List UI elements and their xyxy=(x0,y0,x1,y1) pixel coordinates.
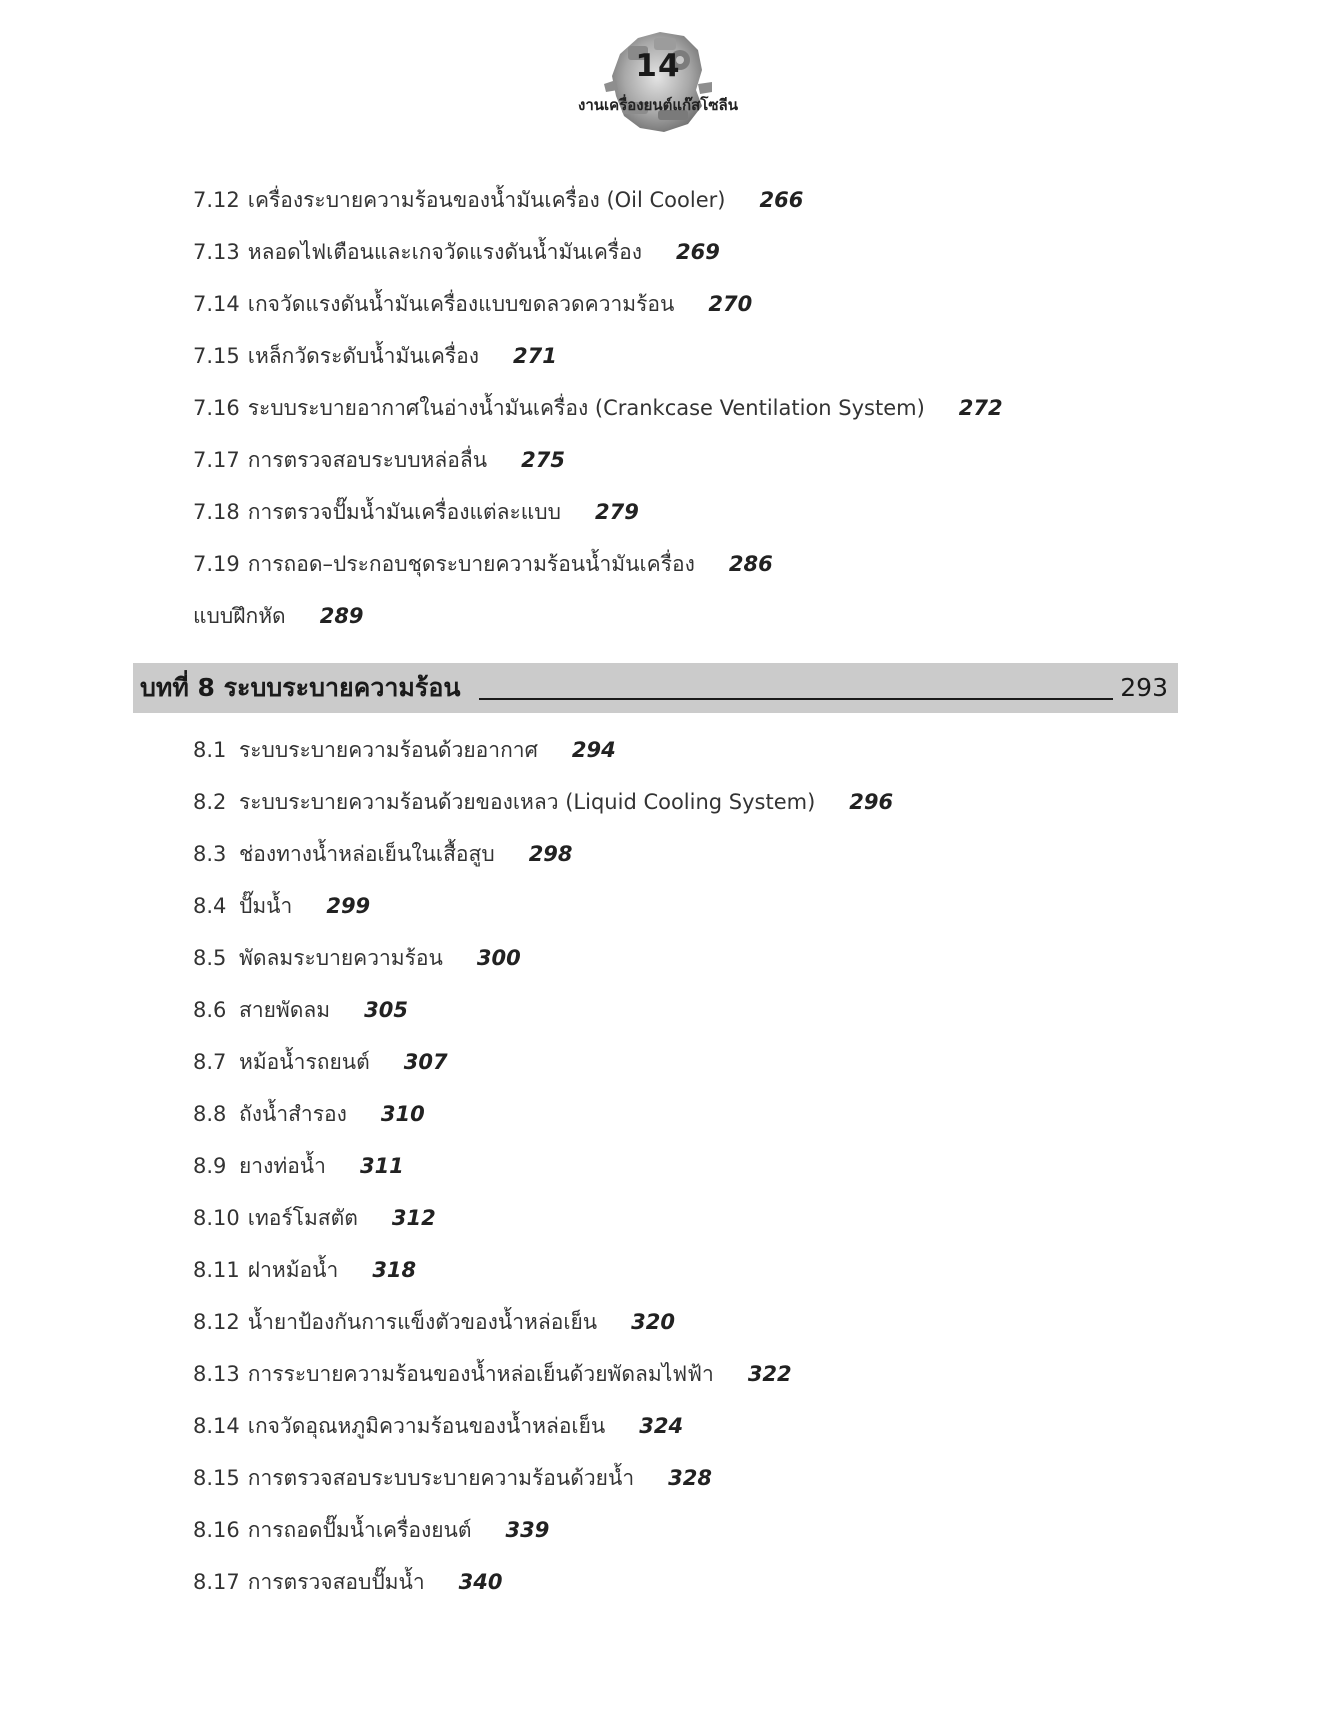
toc-entry-8-10[interactable] xyxy=(193,1192,792,1244)
entry-title: การระบายความร้อนของน้ำหล่อเย็นด้วยพัดลมไฟฟ้า xyxy=(247,1362,714,1386)
entry-number: 7.19 xyxy=(193,552,240,576)
entry-page: 339 xyxy=(505,1518,550,1542)
entry-number: 8.15 xyxy=(193,1466,240,1490)
entry-title: ฝาหม้อน้ำ xyxy=(247,1258,339,1282)
toc-entry-8-11[interactable] xyxy=(193,1244,792,1296)
entry-page: 328 xyxy=(668,1466,712,1490)
entry-number: 8.11 xyxy=(193,1258,240,1282)
page-number: 14 xyxy=(635,48,681,84)
entry-number: 8.10 xyxy=(193,1206,240,1230)
toc-entry-8-1[interactable] xyxy=(193,724,893,776)
entry-title: ถังน้ำสำรอง xyxy=(239,1102,347,1126)
toc-entry-8-14[interactable] xyxy=(193,1400,792,1452)
entry-page: 340 xyxy=(458,1570,503,1594)
toc-entry-8-4[interactable] xyxy=(193,880,893,932)
toc-entry-8-17[interactable] xyxy=(193,1556,792,1608)
entry-title: ช่องทางน้ำหล่อเย็นในเสื้อสูบ xyxy=(239,842,495,866)
entry-title: เหล็กวัดระดับน้ำมันเครื่อง xyxy=(247,344,480,368)
entry-title: หลอดไฟเตือนและเกจวัดแรงดันน้ำมันเครื่อง xyxy=(247,240,643,264)
entry-number: 8.16 xyxy=(193,1518,240,1542)
page-header xyxy=(0,18,1328,138)
entry-number: 8.8 xyxy=(193,1102,227,1126)
entry-title: พัดลมระบายความร้อน xyxy=(239,946,443,970)
entry-number: 7.12 xyxy=(193,188,240,212)
entry-page: 322 xyxy=(747,1362,792,1386)
entry-page: 307 xyxy=(403,1050,448,1074)
entry-number: 7.16 xyxy=(193,396,240,420)
entry-number: 8.2 xyxy=(193,790,227,814)
entry-number: 8.1 xyxy=(193,738,227,762)
entry-page: 296 xyxy=(849,790,894,814)
entry-page: 299 xyxy=(326,894,371,918)
toc-entry-8-8[interactable] xyxy=(193,1088,893,1140)
entry-title: การถอดปั๊มน้ำเครื่องยนต์ xyxy=(247,1518,472,1542)
entry-number: 7.15 xyxy=(193,344,240,368)
entry-page: 271 xyxy=(513,344,557,368)
chapter-title: บทที่ 8 ระบบระบายความร้อน xyxy=(140,673,461,702)
book-title: งานเครื่องยนต์แก๊สโซลีน xyxy=(578,96,738,114)
entry-number: 8.5 xyxy=(193,946,227,970)
entry-title: หม้อน้ำรถยนต์ xyxy=(239,1050,370,1074)
entry-number: 8.9 xyxy=(193,1154,227,1178)
entry-title: การตรวจสอบระบบระบายความร้อนด้วยน้ำ xyxy=(247,1466,635,1490)
entry-page: 266 xyxy=(759,188,804,212)
toc-entry-7-17[interactable] xyxy=(193,434,1003,486)
entry-page: 324 xyxy=(639,1414,684,1438)
entry-title: ระบบระบายความร้อนด้วยของเหลว (Liquid Cooling System) xyxy=(239,790,816,814)
toc-entry-7-13[interactable] xyxy=(193,226,1003,278)
entry-page: 289 xyxy=(319,604,364,628)
entry-page: 275 xyxy=(521,448,565,472)
entry-page: 320 xyxy=(631,1310,676,1334)
entry-title: เครื่องระบายความร้อนของน้ำมันเครื่อง (Oil Cooler) xyxy=(247,188,726,212)
entry-page: 279 xyxy=(594,500,639,524)
toc-entry-7-18[interactable] xyxy=(193,486,1003,538)
entry-title: สายพัดลม xyxy=(239,998,331,1022)
entry-title: เกจวัดแรงดันน้ำมันเครื่องแบบขดลวดความร้อน xyxy=(247,292,675,316)
toc-entry-8-15[interactable] xyxy=(193,1452,792,1504)
toc-entry-8-6[interactable] xyxy=(193,984,893,1036)
entry-number: 8.14 xyxy=(193,1414,240,1438)
entry-page: 286 xyxy=(728,552,773,576)
toc-entry-8-9[interactable] xyxy=(193,1140,893,1192)
toc-section-8b xyxy=(193,1192,792,1608)
toc-entry-7-19[interactable] xyxy=(193,538,1003,590)
entry-page: 305 xyxy=(364,998,408,1022)
toc-entry-7-14[interactable] xyxy=(193,278,1003,330)
entry-number: 8.4 xyxy=(193,894,227,918)
toc-entry-8-5[interactable] xyxy=(193,932,893,984)
entry-number: 7.13 xyxy=(193,240,240,264)
entry-page: 294 xyxy=(571,738,616,762)
entry-title: ยางท่อน้ำ xyxy=(239,1154,326,1178)
entry-page: 310 xyxy=(380,1102,425,1126)
entry-title: ปั๊มน้ำ xyxy=(239,894,293,918)
chapter-leader-line xyxy=(479,698,1113,700)
entry-title: แบบฝึกหัด xyxy=(193,604,286,628)
toc-entry-8-16[interactable] xyxy=(193,1504,792,1556)
toc-entry-8-12[interactable] xyxy=(193,1296,792,1348)
toc-entry-7-15[interactable] xyxy=(193,330,1003,382)
toc-entry-8-2[interactable] xyxy=(193,776,893,828)
entry-page: 272 xyxy=(958,396,1003,420)
entry-number: 8.13 xyxy=(193,1362,240,1386)
entry-number: 7.14 xyxy=(193,292,240,316)
toc-entry-7-12[interactable] xyxy=(193,174,1003,226)
entry-page: 312 xyxy=(391,1206,436,1230)
entry-page: 270 xyxy=(708,292,753,316)
entry-page: 300 xyxy=(476,946,521,970)
entry-title: ระบบระบายความร้อนด้วยอากาศ xyxy=(239,738,538,762)
toc-entry-exercises[interactable] xyxy=(193,590,1003,642)
entry-title: การถอด–ประกอบชุดระบายความร้อนน้ำมันเครื่อง xyxy=(247,552,695,576)
chapter-page: 293 xyxy=(1120,673,1168,702)
entry-page: 298 xyxy=(528,842,573,866)
entry-number: 7.18 xyxy=(193,500,240,524)
entry-number: 8.3 xyxy=(193,842,227,866)
entry-title: การตรวจสอบปั๊มน้ำ xyxy=(247,1570,425,1594)
entry-page: 318 xyxy=(372,1258,417,1282)
entry-number: 8.12 xyxy=(193,1310,240,1334)
toc-entry-8-3[interactable] xyxy=(193,828,893,880)
entry-number: 8.6 xyxy=(193,998,227,1022)
entry-number: 8.7 xyxy=(193,1050,227,1074)
entry-number: 7.17 xyxy=(193,448,240,472)
toc-entry-8-13[interactable] xyxy=(193,1348,792,1400)
entry-title: การตรวจปั๊มน้ำมันเครื่องแต่ละแบบ xyxy=(247,500,561,524)
entry-title: ระบบระบายอากาศในอ่างน้ำมันเครื่อง (Crankcase Ventilation System) xyxy=(247,396,925,420)
entry-title: น้ำยาป้องกันการแข็งตัวของน้ำหล่อเย็น xyxy=(247,1310,598,1334)
entry-title: การตรวจสอบระบบหล่อลื่น xyxy=(247,448,488,472)
toc-section-8a xyxy=(193,724,893,1192)
chapter-8-heading[interactable] xyxy=(133,663,1178,713)
entry-title: เกจวัดอุณหภูมิความร้อนของน้ำหล่อเย็น xyxy=(247,1414,606,1438)
entry-page: 269 xyxy=(676,240,720,264)
toc-entry-7-16[interactable] xyxy=(193,382,1003,434)
entry-number: 8.17 xyxy=(193,1570,240,1594)
toc-section-7 xyxy=(193,174,1003,642)
entry-title: เทอร์โมสตัต xyxy=(247,1206,358,1230)
toc-entry-8-7[interactable] xyxy=(193,1036,893,1088)
entry-page: 311 xyxy=(359,1154,404,1178)
